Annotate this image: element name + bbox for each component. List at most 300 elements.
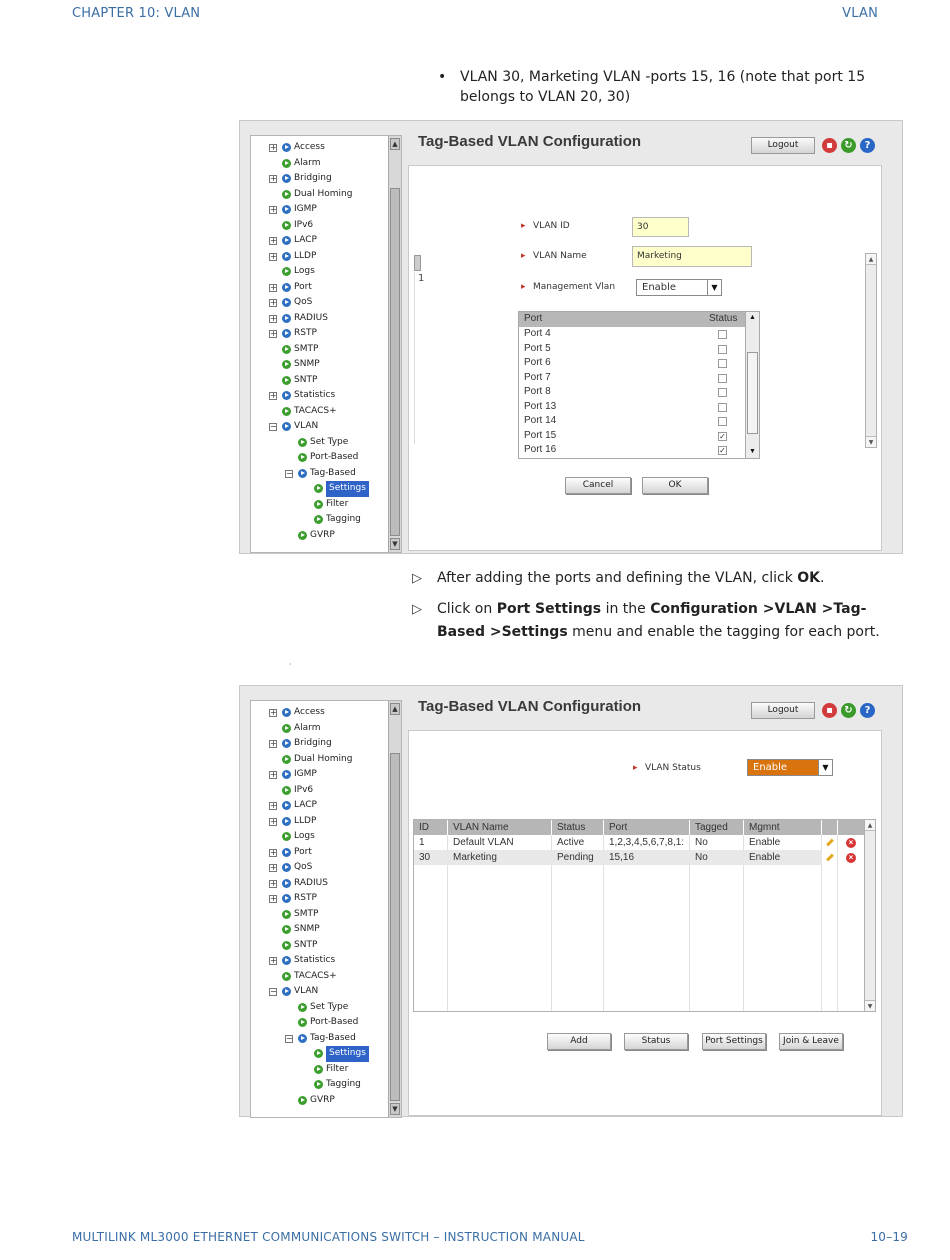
nav-item[interactable] xyxy=(251,721,401,737)
folder-arrow-icon xyxy=(282,205,291,214)
nav-item[interactable] xyxy=(251,1062,401,1078)
table-cell: No xyxy=(695,837,708,848)
expand-icon[interactable]: + xyxy=(270,770,277,779)
delete-icon[interactable]: × xyxy=(846,838,856,848)
nav-item-label[interactable]: VLAN xyxy=(294,986,319,996)
folder-arrow-icon xyxy=(298,469,307,478)
step-triangle-icon: ▷ xyxy=(412,602,422,617)
folder-arrow-icon xyxy=(282,298,291,307)
scroll-up-arrow-icon[interactable]: ▲ xyxy=(865,820,875,831)
expand-icon[interactable]: + xyxy=(270,329,277,338)
bullet-item xyxy=(438,67,918,107)
nav-item-label[interactable]: SMTP xyxy=(294,908,319,919)
vlan-id-label: ▸ VLAN ID xyxy=(533,221,570,231)
instruction-step xyxy=(412,598,912,644)
nav-item[interactable] xyxy=(251,419,401,435)
port-name: Port 6 xyxy=(524,357,551,368)
screenshot-vlan-add xyxy=(239,120,903,554)
table-cell: Enable xyxy=(744,850,822,865)
page-arrow-icon xyxy=(282,832,291,841)
port-status-checkbox[interactable] xyxy=(718,345,727,354)
vlan-status-label: ▸ VLAN Status xyxy=(645,763,701,773)
nav-tree xyxy=(250,135,402,553)
nav-item[interactable] xyxy=(251,953,401,969)
nav-item-label[interactable]: GVRP xyxy=(310,1094,335,1105)
chevron-down-icon[interactable]: ▼ xyxy=(818,760,832,775)
nav-item-label[interactable]: Statistics xyxy=(294,390,336,400)
folder-arrow-icon xyxy=(282,236,291,245)
nav-item[interactable] xyxy=(251,891,401,907)
table-cell: Marketing xyxy=(448,850,552,865)
folder-arrow-icon xyxy=(282,739,291,748)
nav-item[interactable] xyxy=(251,938,401,954)
nav-item[interactable] xyxy=(251,218,401,234)
bullet-text: VLAN 30, Marketing VLAN -ports 15, 16 (note that port 15 belongs to VLAN 20, 30) xyxy=(460,69,866,105)
chapter-header: CHAPTER 10: VLAN xyxy=(72,6,201,21)
management-vlan-select[interactable] xyxy=(636,279,722,296)
nav-item-label[interactable]: SNTP xyxy=(294,939,318,950)
port-row xyxy=(519,371,759,386)
page-arrow-icon xyxy=(298,531,307,540)
table-cell: Active xyxy=(557,837,585,848)
page-number: 10–19 xyxy=(870,1230,908,1244)
nav-item[interactable] xyxy=(251,752,401,768)
table-scrollbar[interactable] xyxy=(864,819,876,1012)
nav-item-label[interactable]: LLDP xyxy=(294,250,317,261)
nav-item[interactable] xyxy=(251,860,401,876)
port-status-checkbox[interactable] xyxy=(718,330,727,339)
expand-icon[interactable]: + xyxy=(270,847,277,857)
nav-item[interactable] xyxy=(251,187,401,203)
nav-item[interactable] xyxy=(251,295,401,311)
nav-item-label[interactable]: QoS xyxy=(294,862,313,872)
nav-item[interactable] xyxy=(251,528,401,544)
nav-item[interactable] xyxy=(251,264,401,280)
port-name: Port 8 xyxy=(524,386,551,397)
nav-item-label[interactable]: Access xyxy=(294,142,325,152)
nav-item[interactable] xyxy=(251,171,401,187)
save-icon[interactable]: ▪ xyxy=(822,703,837,718)
nav-item-label[interactable]: IPv6 xyxy=(294,784,314,795)
stray-dot: · xyxy=(289,660,292,669)
folder-arrow-icon xyxy=(282,894,291,903)
nav-item-label[interactable]: Access xyxy=(294,707,325,717)
nav-item-label[interactable]: GVRP xyxy=(310,529,335,540)
expand-icon[interactable]: + xyxy=(270,251,277,261)
nav-item-label[interactable]: IGMP xyxy=(294,204,317,214)
section-header: VLAN xyxy=(842,6,878,21)
panel-scrollbar[interactable] xyxy=(865,253,877,448)
nav-item[interactable] xyxy=(251,984,401,1000)
edit-pencil-icon[interactable] xyxy=(825,853,834,862)
page-arrow-icon xyxy=(282,724,291,733)
table-cell: 1,2,3,4,5,6,7,8,1: xyxy=(609,837,685,848)
port-name: Port 15 xyxy=(524,429,557,441)
port-column-header: Port xyxy=(524,313,543,324)
nav-item-label[interactable]: Alarm xyxy=(294,722,321,733)
scroll-thumb[interactable] xyxy=(747,352,758,434)
scroll-down-arrow-icon[interactable]: ▼ xyxy=(390,1103,400,1115)
nav-item-label[interactable]: SMTP xyxy=(294,343,319,354)
vlan-status-select[interactable] xyxy=(747,759,833,776)
logout-button[interactable]: Logout xyxy=(751,702,815,719)
expand-icon[interactable]: + xyxy=(270,801,277,810)
page-arrow-icon xyxy=(282,755,291,764)
edit-pencil-icon[interactable] xyxy=(825,838,834,847)
nav-item[interactable] xyxy=(251,1015,401,1031)
table-cell: Enable xyxy=(749,837,781,848)
folder-arrow-icon xyxy=(282,956,291,965)
nav-item[interactable] xyxy=(251,767,401,783)
add-button[interactable]: Add xyxy=(547,1033,611,1050)
page-arrow-icon xyxy=(282,345,291,354)
expand-icon[interactable]: + xyxy=(270,313,277,323)
scroll-up-arrow-icon[interactable]: ▲ xyxy=(390,138,400,150)
save-icon[interactable]: ▪ xyxy=(822,138,837,153)
port-list-scrollbar[interactable] xyxy=(745,312,759,458)
expand-icon[interactable]: + xyxy=(270,894,277,903)
page-title: Tag-Based VLAN Configuration xyxy=(418,133,642,150)
expand-icon[interactable]: + xyxy=(270,739,277,748)
folder-arrow-icon xyxy=(282,770,291,779)
management-vlan-value: Enable xyxy=(642,282,677,293)
expand-icon[interactable]: + xyxy=(270,956,277,965)
page-arrow-icon xyxy=(282,360,291,369)
folder-arrow-icon xyxy=(298,1034,307,1043)
logout-button[interactable]: Logout xyxy=(751,137,815,154)
nav-item[interactable] xyxy=(251,233,401,249)
nav-item[interactable] xyxy=(251,1093,401,1109)
nav-item[interactable] xyxy=(251,922,401,938)
port-row xyxy=(519,342,759,357)
nav-item[interactable] xyxy=(251,1000,401,1016)
nav-item[interactable] xyxy=(251,202,401,218)
nav-item[interactable] xyxy=(251,798,401,814)
vlan-id-input[interactable]: 30 xyxy=(632,217,689,237)
folder-arrow-icon xyxy=(282,863,291,872)
nav-item-label[interactable]: Port xyxy=(294,846,312,857)
page-arrow-icon xyxy=(282,407,291,416)
table-cell: 30 xyxy=(414,850,448,865)
nav-item[interactable] xyxy=(251,1046,401,1062)
page-arrow-icon xyxy=(314,515,323,524)
tree-scrollbar[interactable] xyxy=(388,136,401,552)
nav-item-label[interactable]: Tag-Based xyxy=(310,467,356,478)
status-button[interactable]: Status xyxy=(624,1033,688,1050)
vlan-name-input[interactable]: Marketing xyxy=(632,246,752,267)
nav-item-label[interactable]: LACP xyxy=(294,235,317,245)
bullet-dot-icon: • xyxy=(438,69,447,85)
nav-item-label[interactable]: LLDP xyxy=(294,815,317,826)
expand-icon[interactable]: + xyxy=(270,143,277,152)
page-arrow-icon xyxy=(282,910,291,919)
page-arrow-icon xyxy=(314,484,323,493)
nav-item-label[interactable]: Settings xyxy=(326,1046,369,1062)
port-row xyxy=(519,443,759,458)
port-name: Port 7 xyxy=(524,371,551,383)
nav-item[interactable] xyxy=(251,357,401,373)
nav-item[interactable] xyxy=(251,736,401,752)
nav-item[interactable] xyxy=(251,342,401,358)
nav-item-label[interactable]: Logs xyxy=(294,266,315,276)
scroll-down-arrow-icon[interactable]: ▼ xyxy=(749,448,756,455)
expand-icon[interactable]: + xyxy=(270,205,277,214)
port-list-header xyxy=(519,312,759,327)
folder-arrow-icon xyxy=(282,801,291,810)
ok-button[interactable]: OK xyxy=(642,477,708,494)
nav-item[interactable] xyxy=(251,280,401,296)
vlan-table xyxy=(413,819,868,1012)
nav-item[interactable] xyxy=(251,969,401,985)
collapse-icon[interactable]: − xyxy=(270,422,277,431)
port-row xyxy=(519,356,759,371)
page-arrow-icon xyxy=(282,267,291,276)
step-text: in the xyxy=(601,601,651,617)
delete-icon[interactable]: × xyxy=(846,853,856,863)
nav-item[interactable] xyxy=(251,466,401,482)
nav-item-label[interactable]: SNMP xyxy=(294,359,320,369)
page-arrow-icon xyxy=(282,972,291,981)
nav-item-label[interactable]: RADIUS xyxy=(294,877,328,888)
action-column-header xyxy=(822,820,838,835)
step-text: menu and enable the tagging for each port. xyxy=(567,624,880,640)
nav-item-label[interactable]: Port xyxy=(294,281,312,292)
scroll-up-arrow-icon[interactable]: ▲ xyxy=(749,314,756,321)
tree-scrollbar[interactable] xyxy=(388,701,401,1117)
nav-item-label[interactable]: Dual Homing xyxy=(294,753,353,764)
nav-item[interactable] xyxy=(251,373,401,389)
port-status-checkbox[interactable] xyxy=(718,403,727,412)
step-bold-text: Configuration >VLAN >Tag-Based >Settings xyxy=(437,601,867,640)
table-cell: 15,16 xyxy=(604,850,690,865)
refresh-icon[interactable]: ↻ xyxy=(841,138,856,153)
nav-item-label[interactable]: TACACS+ xyxy=(294,970,337,981)
help-icon[interactable]: ? xyxy=(860,138,875,153)
step-bold-text: OK xyxy=(797,570,821,586)
port-name: Port 16 xyxy=(524,444,557,455)
join-leave-button[interactable]: Join & Leave xyxy=(779,1033,843,1050)
port-status-checkbox[interactable] xyxy=(718,374,727,383)
nav-item[interactable] xyxy=(251,481,401,497)
nav-item-label[interactable]: RADIUS xyxy=(294,312,328,323)
folder-arrow-icon xyxy=(282,329,291,338)
column-header[interactable]: Tagged xyxy=(690,820,744,835)
nav-item-label[interactable]: SNMP xyxy=(294,924,320,934)
nav-item[interactable] xyxy=(251,512,401,528)
expand-icon[interactable]: + xyxy=(270,878,277,888)
column-header[interactable]: Port xyxy=(604,820,690,835)
nav-item[interactable] xyxy=(251,1077,401,1093)
expand-icon[interactable]: + xyxy=(270,174,277,183)
nav-item-label[interactable]: Settings xyxy=(326,481,369,497)
port-row xyxy=(519,414,759,429)
nav-item-label[interactable]: Tagging xyxy=(326,514,361,524)
page-arrow-icon xyxy=(314,1080,323,1089)
folder-arrow-icon xyxy=(282,391,291,400)
help-icon[interactable]: ? xyxy=(860,703,875,718)
collapse-icon[interactable]: − xyxy=(270,987,277,996)
nav-item[interactable] xyxy=(251,450,401,466)
nav-item-label[interactable]: Alarm xyxy=(294,157,321,168)
nav-item[interactable] xyxy=(251,388,401,404)
nav-item-label[interactable]: Bridging xyxy=(294,173,332,183)
expand-icon[interactable]: + xyxy=(270,282,277,292)
column-header[interactable]: VLAN Name xyxy=(448,820,552,835)
cancel-button[interactable]: Cancel xyxy=(565,477,631,494)
manual-footer: MULTILINK ML3000 ETHERNET COMMUNICATIONS SWITCH – INSTRUCTION MANUAL xyxy=(72,1230,585,1244)
expand-icon[interactable]: + xyxy=(270,863,277,872)
nav-item[interactable] xyxy=(251,435,401,451)
page-arrow-icon xyxy=(282,221,291,230)
folder-arrow-icon xyxy=(282,422,291,431)
nav-item-label[interactable]: SNTP xyxy=(294,374,318,385)
nav-item[interactable] xyxy=(251,249,401,265)
nav-item-label[interactable]: Logs xyxy=(294,831,315,841)
page-arrow-icon xyxy=(282,159,291,168)
port-name: Port 13 xyxy=(524,400,557,412)
nav-item[interactable] xyxy=(251,404,401,420)
status-column-header: Status xyxy=(709,313,738,324)
chevron-down-icon[interactable]: ▼ xyxy=(707,280,721,295)
port-name: Port 4 xyxy=(524,328,551,339)
collapse-icon[interactable]: − xyxy=(286,468,293,478)
scroll-up-arrow-icon[interactable]: ▲ xyxy=(866,254,876,265)
port-row xyxy=(519,385,759,400)
folder-arrow-icon xyxy=(282,143,291,152)
vlan-list-number: 1 xyxy=(418,273,425,284)
port-name: Port 5 xyxy=(524,342,551,354)
expand-icon[interactable]: + xyxy=(270,298,277,307)
instruction-step xyxy=(412,567,912,590)
step-bold-text: Port Settings xyxy=(496,601,602,617)
list-scroll-stub xyxy=(414,255,421,271)
nav-item-label[interactable]: TACACS+ xyxy=(294,405,337,416)
nav-item[interactable] xyxy=(251,705,401,721)
nav-item-label[interactable]: Set Type xyxy=(310,1001,349,1012)
page-arrow-icon xyxy=(298,453,307,462)
step-triangle-icon: ▷ xyxy=(412,571,422,586)
nav-item[interactable] xyxy=(251,876,401,892)
folder-arrow-icon xyxy=(282,283,291,292)
page-arrow-icon xyxy=(298,1003,307,1012)
nav-item-label[interactable]: IPv6 xyxy=(294,219,314,230)
column-header[interactable]: ID xyxy=(414,820,448,835)
page-arrow-icon xyxy=(298,1096,307,1105)
scroll-thumb[interactable] xyxy=(390,188,400,536)
nav-item[interactable] xyxy=(251,814,401,830)
nav-item-label[interactable]: QoS xyxy=(294,297,313,307)
column-header[interactable]: Status xyxy=(552,820,604,835)
nav-item-label[interactable]: RSTP xyxy=(294,328,317,338)
folder-arrow-icon xyxy=(282,879,291,888)
nav-item-label[interactable]: Dual Homing xyxy=(294,188,353,199)
nav-item[interactable] xyxy=(251,907,401,923)
page-title: Tag-Based VLAN Configuration xyxy=(418,698,642,715)
step-text: Click on xyxy=(437,601,497,617)
management-vlan-label: ▸ Management Vlan xyxy=(533,282,615,292)
nav-item[interactable] xyxy=(251,140,401,156)
nav-item-label[interactable]: Port-Based xyxy=(310,452,359,462)
port-status-checkbox[interactable] xyxy=(718,359,727,368)
nav-item-label[interactable]: Port-Based xyxy=(310,1017,359,1027)
port-status-checkbox[interactable]: ✓ xyxy=(719,446,726,455)
nav-item-label[interactable]: Statistics xyxy=(294,955,336,965)
folder-arrow-icon xyxy=(282,174,291,183)
page-arrow-icon xyxy=(282,190,291,199)
nav-item[interactable] xyxy=(251,497,401,513)
page-arrow-icon xyxy=(314,500,323,509)
scroll-up-arrow-icon[interactable]: ▲ xyxy=(390,703,400,715)
folder-arrow-icon xyxy=(282,314,291,323)
nav-item-label[interactable]: Bridging xyxy=(294,738,332,748)
nav-item[interactable] xyxy=(251,1031,401,1047)
config-panel xyxy=(408,730,882,1116)
page-arrow-icon xyxy=(298,438,307,447)
vlan-name-label: ▸ VLAN Name xyxy=(533,251,587,261)
nav-item[interactable] xyxy=(251,156,401,172)
column-header[interactable]: Mgmnt xyxy=(744,820,822,835)
page-arrow-icon xyxy=(282,941,291,950)
port-status-list xyxy=(518,311,760,459)
nav-item[interactable] xyxy=(251,845,401,861)
port-status-checkbox[interactable] xyxy=(718,388,727,397)
folder-arrow-icon xyxy=(282,987,291,996)
expand-icon[interactable]: + xyxy=(270,708,277,717)
page-arrow-icon xyxy=(282,925,291,934)
nav-item[interactable] xyxy=(251,783,401,799)
step-text: After adding the ports and defining the VLAN, click xyxy=(437,570,798,586)
table-cell: 1 xyxy=(419,837,425,848)
port-settings-button[interactable]: Port Settings xyxy=(702,1033,766,1050)
nav-item-label[interactable]: Tag-Based xyxy=(310,1032,356,1043)
config-panel xyxy=(408,165,882,551)
nav-item-label[interactable]: RSTP xyxy=(294,893,317,903)
list-divider xyxy=(414,272,415,444)
folder-arrow-icon xyxy=(282,252,291,261)
refresh-icon[interactable]: ↻ xyxy=(841,703,856,718)
nav-item-label[interactable]: IGMP xyxy=(294,769,317,779)
nav-item[interactable] xyxy=(251,311,401,327)
nav-item[interactable] xyxy=(251,829,401,845)
port-status-checkbox[interactable] xyxy=(718,417,727,426)
table-cell: No xyxy=(690,850,744,865)
nav-item-label[interactable]: Set Type xyxy=(310,436,349,447)
nav-item-label[interactable]: LACP xyxy=(294,800,317,810)
page-arrow-icon xyxy=(282,376,291,385)
scroll-down-arrow-icon[interactable]: ▼ xyxy=(390,538,400,550)
step-text: . xyxy=(820,570,825,586)
port-status-checkbox[interactable]: ✓ xyxy=(719,431,726,441)
page-arrow-icon xyxy=(314,1065,323,1074)
scroll-down-arrow-icon[interactable]: ▼ xyxy=(866,436,876,447)
nav-item-label[interactable]: Filter xyxy=(326,1063,349,1074)
collapse-icon[interactable]: − xyxy=(286,1033,293,1043)
port-row xyxy=(519,327,759,342)
nav-item-label[interactable]: Filter xyxy=(326,498,349,509)
expand-icon[interactable]: + xyxy=(270,236,277,245)
expand-icon[interactable]: + xyxy=(270,391,277,400)
nav-item-label[interactable]: Tagging xyxy=(326,1079,361,1089)
scroll-thumb[interactable] xyxy=(390,753,400,1101)
port-row xyxy=(519,429,759,444)
port-row xyxy=(519,400,759,415)
nav-item-label[interactable]: VLAN xyxy=(294,421,319,431)
page-arrow-icon xyxy=(314,1049,323,1058)
scroll-down-arrow-icon[interactable]: ▼ xyxy=(865,1000,875,1011)
expand-icon[interactable]: + xyxy=(270,816,277,826)
nav-item[interactable] xyxy=(251,326,401,342)
screenshot-vlan-list xyxy=(239,685,903,1117)
